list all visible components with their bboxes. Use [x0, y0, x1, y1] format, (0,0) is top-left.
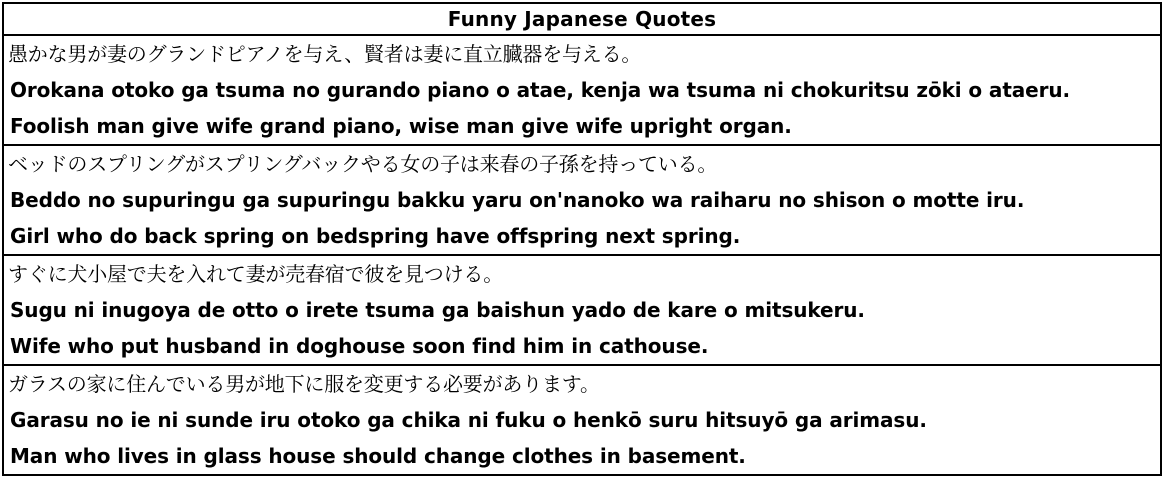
quote-english: Foolish man give wife grand piano, wise man give wife upright organ.	[10, 114, 792, 138]
quote-romaji: Beddo no supuringu ga supuringu bakku yaru on'nanoko wa raiharu no shison o motte iru.	[10, 188, 1025, 212]
quote-japanese: ガラスの家に住んでいる男が地下に服を変更する必要があります。	[8, 372, 600, 396]
quote-english: Girl who do back spring on bedspring have offspring next spring.	[10, 224, 741, 248]
quote-romaji: Orokana otoko ga tsuma no gurando piano o atae, kenja wa tsuma ni chokuritsu zōki o ataeru.	[10, 78, 1071, 102]
quote-block	[4, 146, 1160, 256]
quote-romaji: Sugu ni inugoya de otto o irete tsuma ga baishun yado de kare o mitsukeru.	[10, 298, 865, 322]
quote-japanese: ベッドのスプリングがスプリングバックやる女の子は来春の子孫を持っている。	[8, 152, 718, 176]
page-title: Funny Japanese Quotes	[4, 4, 1160, 36]
quote-japanese: 愚かな男が妻のグランドピアノを与え、賢者は妻に直立臓器を与える。	[8, 42, 642, 66]
quotes-table	[2, 2, 1162, 476]
quote-romaji: Garasu no ie ni sunde iru otoko ga chika ni fuku o henkō suru hitsuyō ga arimasu.	[10, 408, 927, 432]
quote-block	[4, 36, 1160, 146]
quote-block	[4, 366, 1160, 474]
quote-english: Wife who put husband in doghouse soon find him in cathouse.	[10, 334, 709, 358]
quote-block	[4, 256, 1160, 366]
quote-english: Man who lives in glass house should change clothes in basement.	[10, 444, 746, 468]
quote-japanese: すぐに犬小屋で夫を入れて妻が売春宿で彼を見つける。	[8, 262, 503, 286]
